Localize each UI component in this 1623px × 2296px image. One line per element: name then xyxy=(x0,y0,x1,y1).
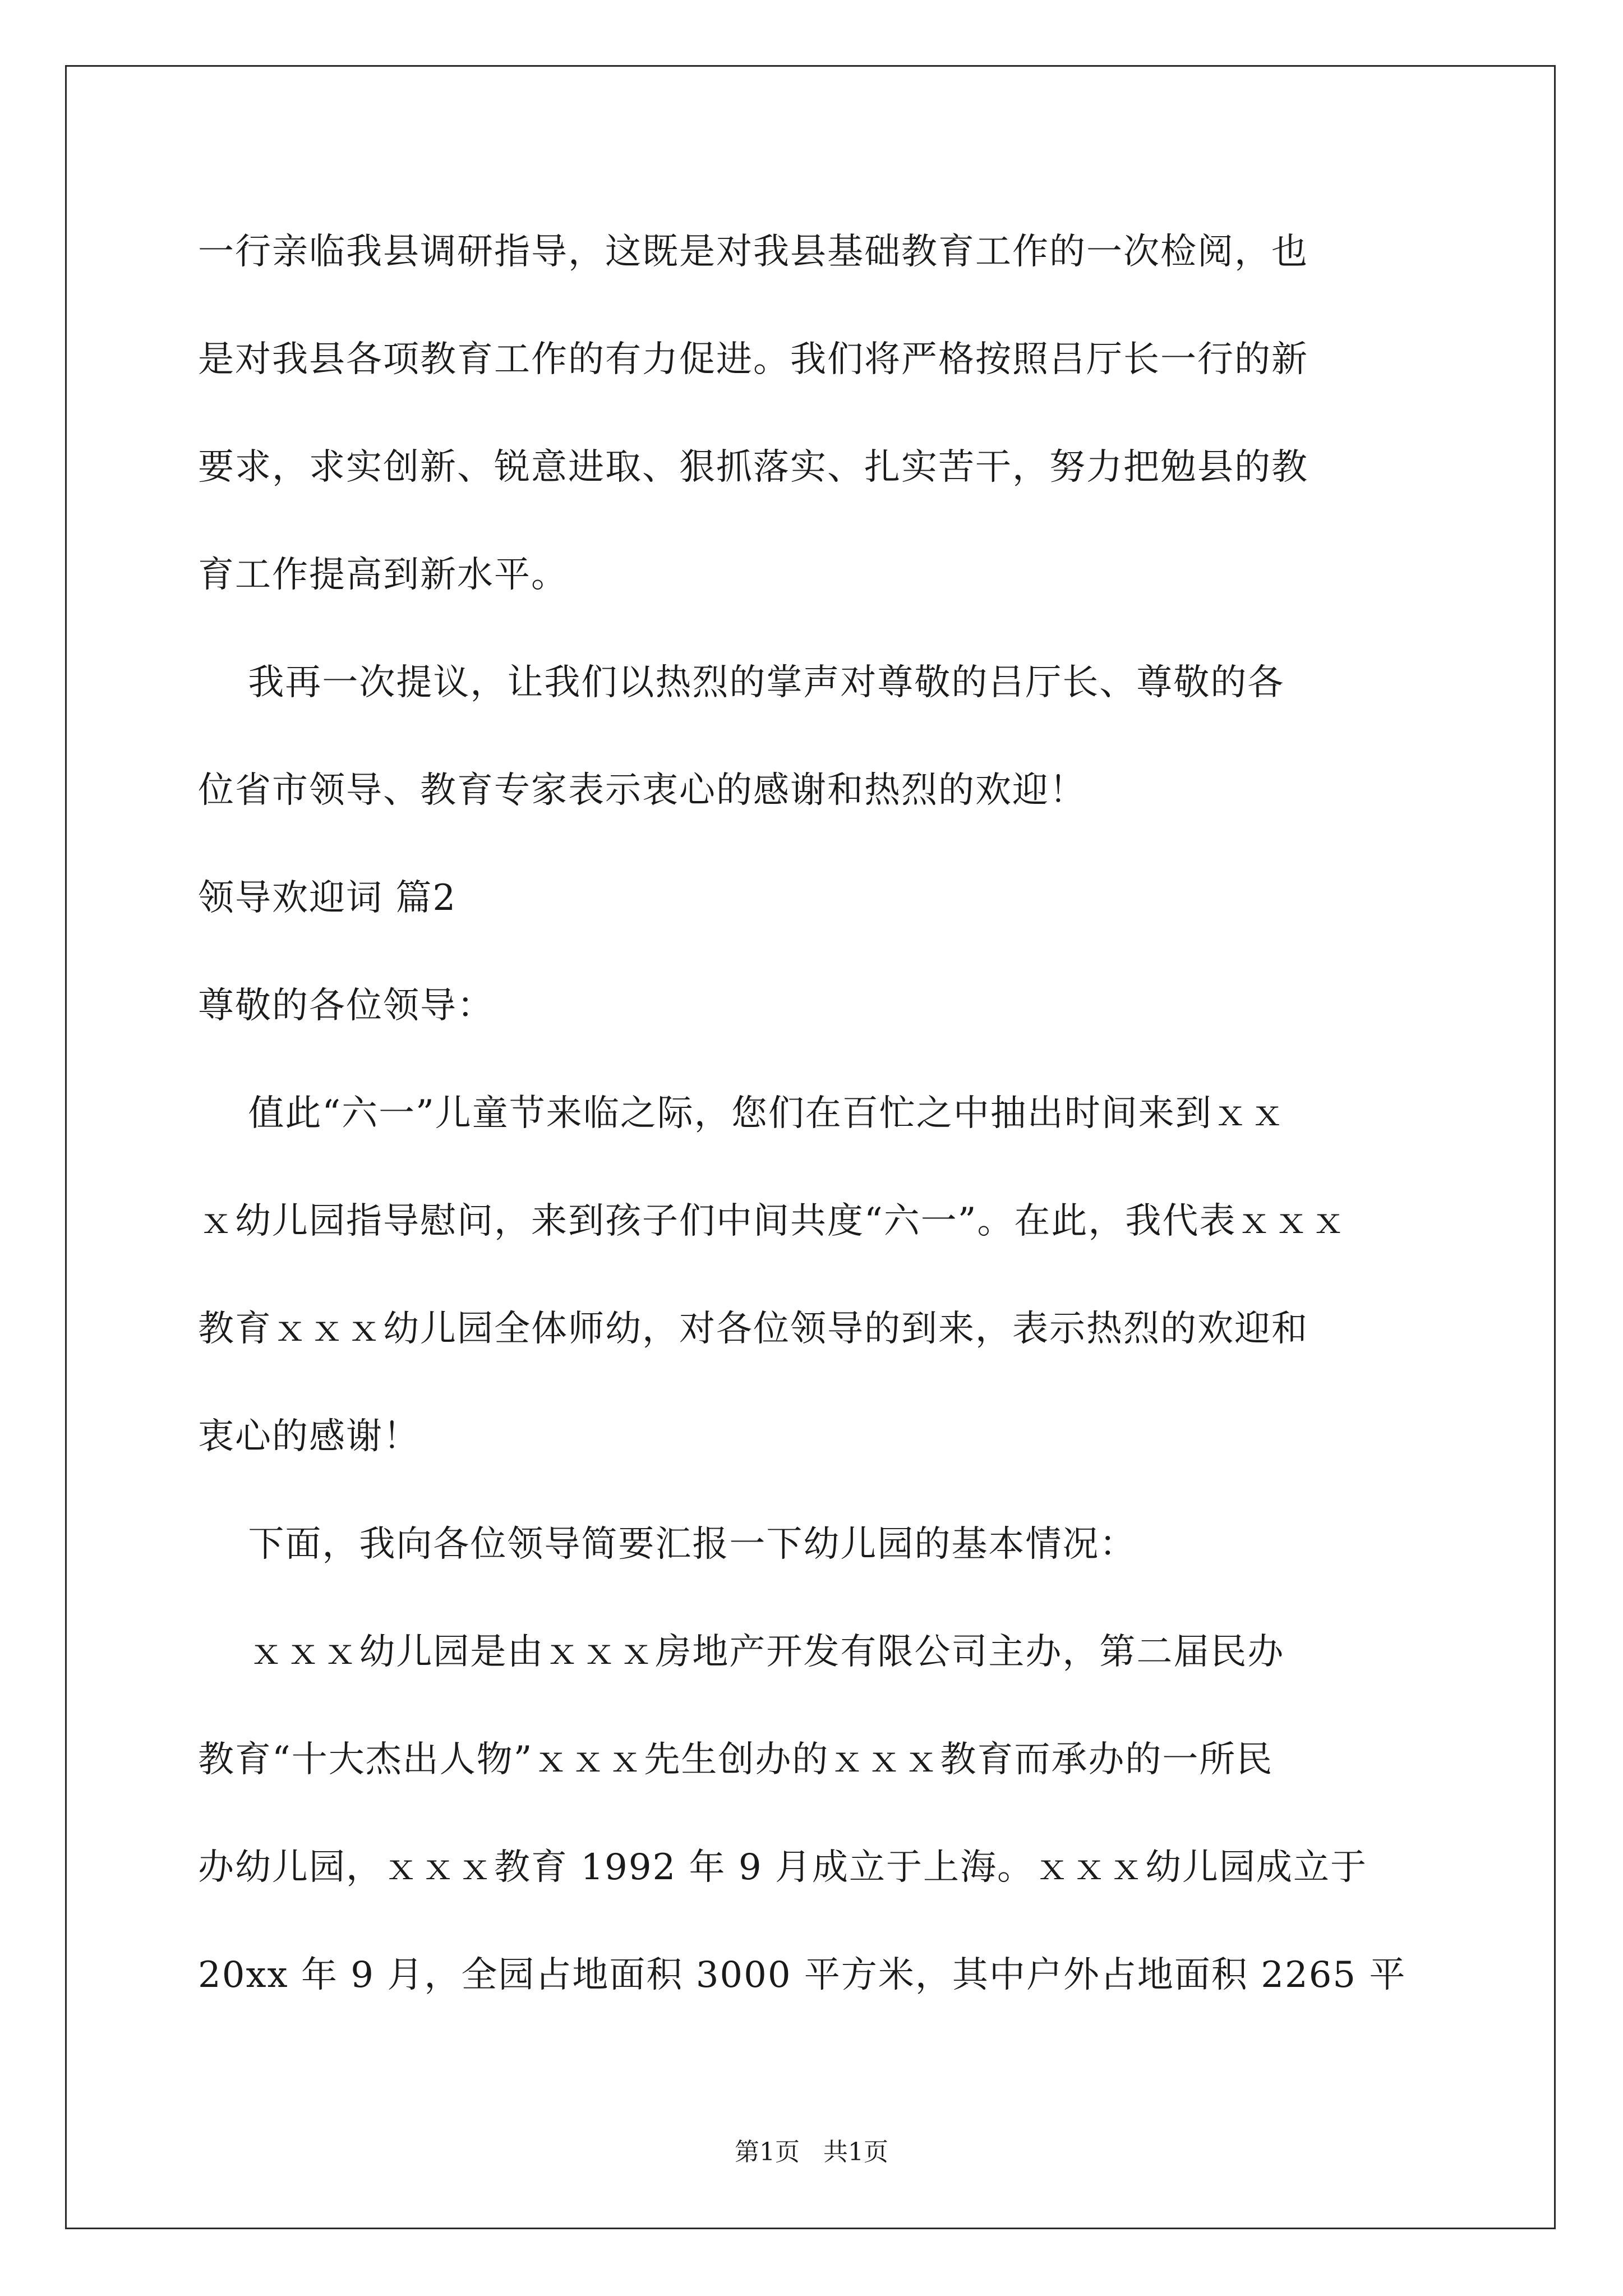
text-line: 20xx 年 9 月，全园占地面积 3000 平方米，其中户外占地面积 2265 平 xyxy=(198,1954,1407,1996)
section-heading: 领导欢迎词 篇2 xyxy=(198,877,457,919)
text-line: 我再一次提议，让我们以热烈的掌声对尊敬的吕厅长、尊敬的各 xyxy=(198,662,1285,703)
text-line: 要求，求实创新、锐意进取、狠抓落实、扎实苦干，努力把勉县的教 xyxy=(198,447,1308,488)
text-line: 位省市领导、教育专家表示衷心的感谢和热烈的欢迎！ xyxy=(198,770,1086,811)
text-line: 下面，我向各位领导简要汇报一下幼儿园的基本情况： xyxy=(198,1524,1137,1565)
text-line: 值此“六一”儿童节来临之际，您们在百忙之中抽出时间来到ｘｘ xyxy=(198,1093,1287,1134)
text-line: 一行亲临我县调研指导，这既是对我县基础教育工作的一次检阅，也 xyxy=(198,231,1308,273)
text-line: ｘ幼儿园指导慰问，来到孩子们中间共度“六一”。在此，我代表ｘｘｘ xyxy=(198,1200,1348,1242)
text-line: 教育ｘｘｘ幼儿园全体师幼，对各位领导的到来，表示热烈的欢迎和 xyxy=(198,1308,1308,1350)
document-body xyxy=(198,213,1421,2044)
page-number-footer: 第1页 共1页 xyxy=(735,2138,888,2166)
text-line: 育工作提高到新水平。 xyxy=(198,554,568,596)
text-line: 是对我县各项教育工作的有力促进。我们将严格按照吕厅长一行的新 xyxy=(198,339,1308,380)
text-line: 办幼儿园，ｘｘｘ教育 1992 年 9 月成立于上海。ｘｘｘ幼儿园成立于 xyxy=(198,1847,1367,1888)
text-line: 衷心的感谢！ xyxy=(198,1416,420,1457)
salutation: 尊敬的各位领导： xyxy=(198,985,494,1027)
text-line: ｘｘｘ幼儿园是由ｘｘｘ房地产开发有限公司主办，第二届民办 xyxy=(198,1631,1285,1673)
text-line: 教育“十大杰出人物”ｘｘｘ先生创办的ｘｘｘ教育而承办的一所民 xyxy=(198,1739,1274,1780)
